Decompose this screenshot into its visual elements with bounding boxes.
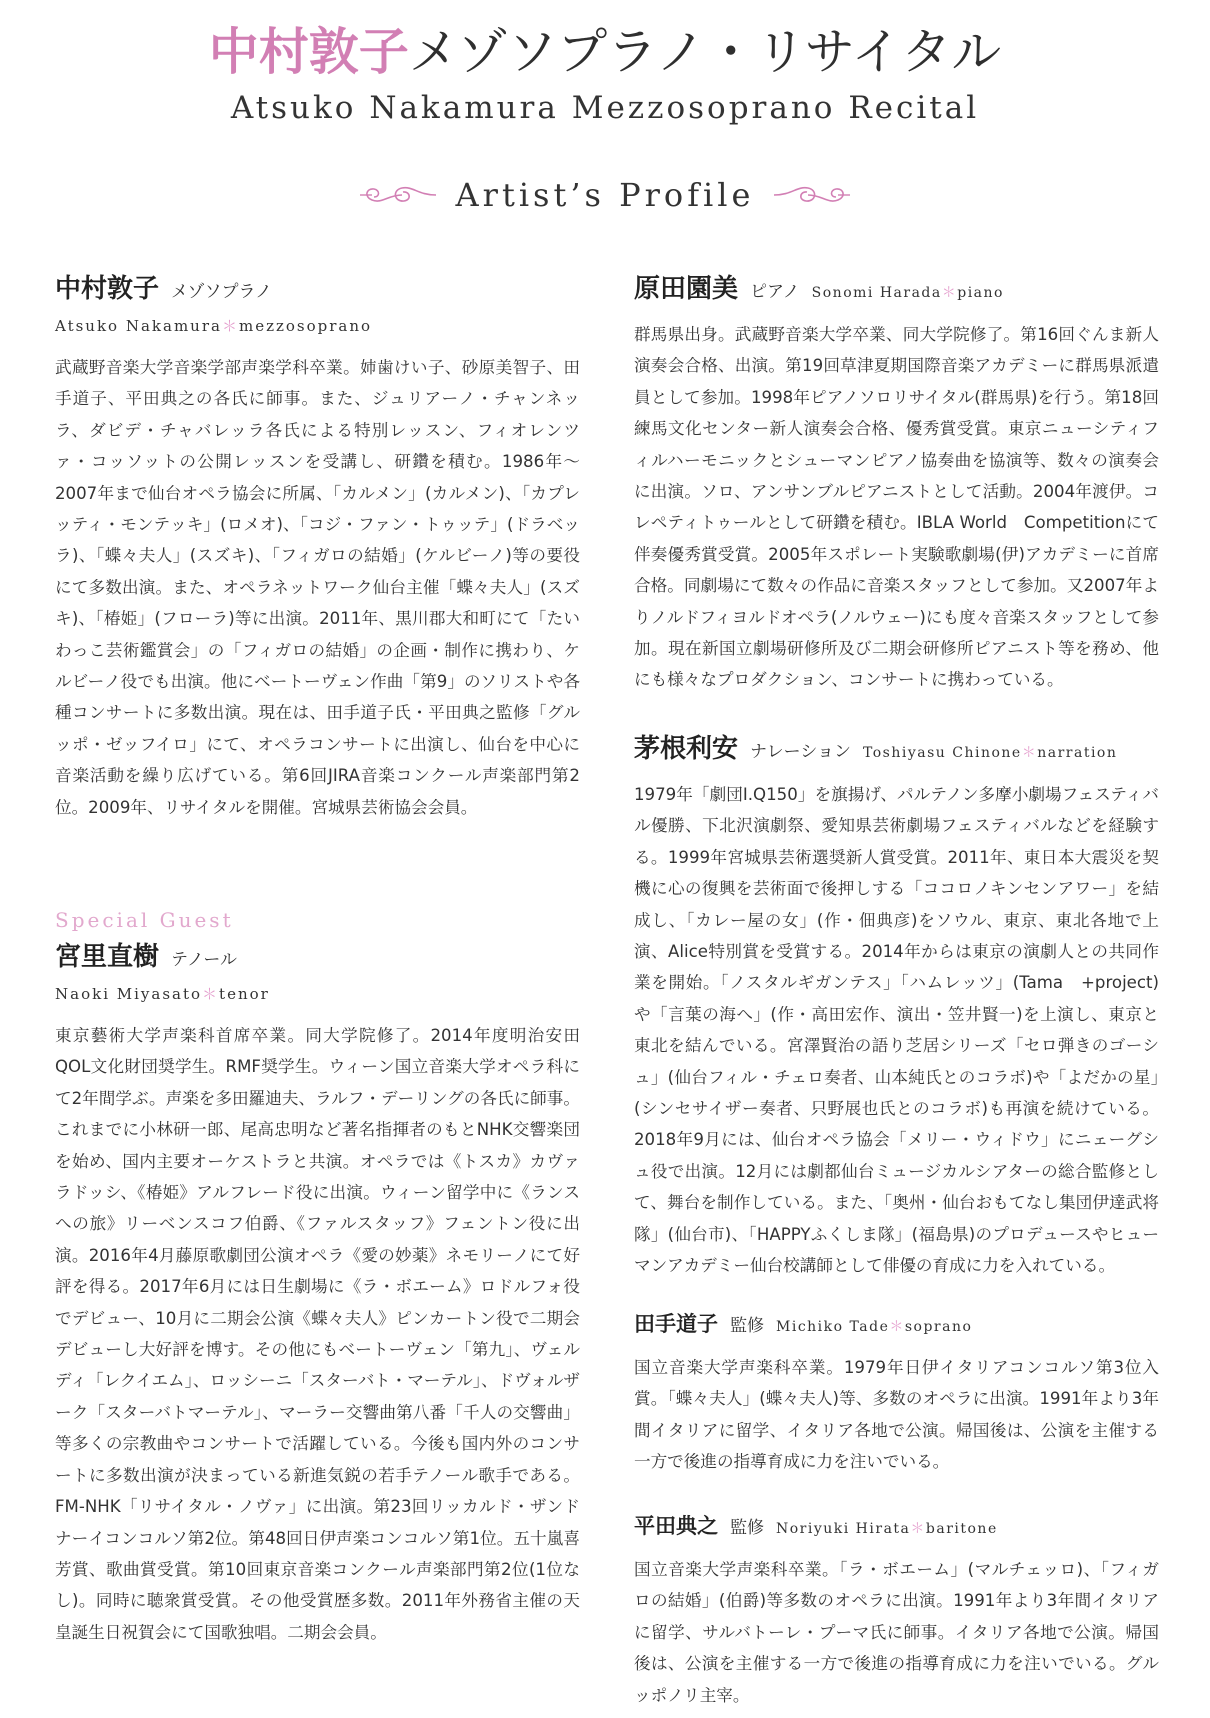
artist-name: 田手道子 <box>634 1312 718 1336</box>
section-label: Artist’s Profile <box>455 176 755 214</box>
profile-hirata <box>634 1510 1159 1711</box>
name-line <box>55 268 580 305</box>
page-subtitle: Atsuko Nakamura Mezzosoprano Recital <box>230 90 980 126</box>
artist-role: メゾソプラノ <box>171 282 272 302</box>
roman-name: Sonomi Harada <box>811 285 942 301</box>
star-icon: ＊ <box>889 1319 905 1335</box>
name-line <box>634 1510 1159 1540</box>
roman-name: Toshiyasu Chinone <box>863 745 1022 761</box>
star-icon: ＊ <box>941 285 958 301</box>
artist-name: 中村敦子 <box>55 274 160 304</box>
artist-bio: 国立音楽大学声楽科卒業。1979年日伊イタリアコンコルソ第3位入賞。「蝶々夫人」(蝶々夫人)等、多数のオペラに出演。1991年より3年間イタリアに留学、イタリア各地で公演。帰国後は、公演を主催する一方で後進の指導育成に力を注いでいる。 <box>634 1358 1159 1472</box>
profile-miyasato <box>55 908 580 1648</box>
name-line <box>634 268 1159 305</box>
star-icon: ＊ <box>221 317 239 335</box>
roman-role: mezzosoprano <box>238 317 373 335</box>
artist-role: ナレーション <box>750 742 851 762</box>
section-heading <box>0 172 1210 218</box>
name-line <box>634 1308 1159 1338</box>
artist-role: ピアノ <box>750 282 800 302</box>
artist-bio: 1979年「劇団I.Q150」を旗揚げ、パルテノン多摩小劇場フェスティバル優勝、下北沢演劇祭、愛知県芸術劇場フェスティバルなどを経験する。1999年宮城県芸術選奨新人賞受賞。2011年、東日本大震災を契機に心の復興を芸術面で後押しする「ココロノキンセンアワー」を結成し、「カレー屋の女」(作・佃典彦)をソウル、東京、東北各地で上演、Alice特別賞を受賞する。2014年からは東京の演劇人との共同作業を開始。「ノスタルギガンテス」「ハムレッツ」(Tama +project)や「言葉の海へ」(作・高田宏作、演出・笠井賢一)を上演し、東京と東北を結んでいる。宮澤賢治の語り芝居シリーズ「セロ弾きのゴーシュ」(仙台フィル・チェロ奏者、山本純氏とのコラボ)や「よだかの星」(シンセサイザー奏者、只野展也氏とのコラボ)も再演を続けている。2018年9月には、仙台オペラ協会「メリー・ウィドウ」にニェーグシュ役で出演。12月には劇都仙台ミュージカルシアターの総合監修として、舞台を制作している。また、「奥州・仙台おもてなし集団伊達武将隊」(仙台市)、「HAPPYふくしま隊」(福島県)のプロデュースやヒューマンアカデミー仙台校講師として俳優の育成に力を入れている。 <box>634 785 1159 1276</box>
page-title <box>0 22 1210 82</box>
artist-roman <box>55 983 580 1004</box>
artist-name: 宮里直樹 <box>55 942 160 972</box>
roman-role: narration <box>1037 745 1118 761</box>
profile-nakamura <box>55 268 580 823</box>
roman-name: Naoki Miyasato <box>55 985 203 1003</box>
roman-role: piano <box>957 285 1004 301</box>
roman-name: Atsuko Nakamura <box>55 317 222 335</box>
star-icon: ＊ <box>1021 745 1038 761</box>
name-line <box>634 728 1159 765</box>
profile-harada <box>634 268 1159 696</box>
artist-roman <box>55 315 580 336</box>
title-performer-name: 中村敦子 <box>208 23 409 81</box>
artist-bio: 東京藝術大学声楽科首席卒業。同大学院修了。2014年度明治安田QOL文化財団奨学生。RMF奨学生。ウィーン国立音楽大学オペラ科にて2年間学ぶ。声楽を多田羅迪夫、ラルフ・デーリングの各氏に師事。これまでに小林研一郎、尾高忠明など著名指揮者のもとNHK交響楽団を始め、国内主要オーケストラと共演。オペラでは《トスカ》カヴァラドッシ、《椿姫》アルフレード役に出演。ウィーン留学中に《ランスへの旅》リーベンスコフ伯爵、《ファルスタッフ》フェントン役に出演。2016年4月藤原歌劇団公演オペラ《愛の妙薬》ネモリーノにて好評を得る。2017年6月には日生劇場に《ラ・ボエーム》ロドルフォ役でデビュー、10月に二期会公演《蝶々夫人》ピンカートン役で二期会デビューし大好評を博す。その他にもベートーヴェン「第九」、ヴェルディ「レクイエム」、ロッシーニ「スターバト・マーテル」、ドヴォルザーク「スターバトマーテル」、マーラー交響曲第八番「千人の交響曲」等多くの宗教曲やコンサートで活躍している。今後も国内外のコンサートに多数出演が決まっている新進気鋭の若手テノール歌手である。FM-NHK「リサイタル・ノヴァ」に出演。第23回リッカルド・ザンドナーイコンコルソ第2位。第48回日伊声楽コンコルソ第1位。五十嵐喜芳賞、歌曲賞受賞。第10回東京音楽コンクール声楽部門第2位(1位なし)。同時に聴衆賞受賞。その他受賞歴多数。2011年外務省主催の天皇誕生日祝賀会にて国歌独唱。二期会会員。 <box>55 1026 580 1642</box>
artist-role: テノール <box>171 950 237 970</box>
artist-bio: 武蔵野音楽大学音楽学部声楽学科卒業。姉歯けい子、砂原美智子、田手道子、平田典之の各氏に師事。また、ジュリアーノ・チャンネッラ、ダビデ・チャバレッラ各氏による特別レッスン、フィオレンツァ・コッソットの公開レッスンを受講し、研鑽を積む。1986年〜2007年まで仙台オペラ協会に所属、「カルメン」(カルメン)、「カプレッティ・モンテッキ」(ロメオ)、「コジ・ファン・トゥッテ」(ドラベッラ)、「蝶々夫人」(スズキ)、「フィガロの結婚」(ケルビーノ)等の要役にて多数出演。また、オペラネットワーク仙台主催「蝶々夫人」(スズキ)、「椿姫」(フローラ)等に出演。2011年、黒川郡大和町にて「たいわっこ芸術鑑賞会」の「フィガロの結婚」の企画・制作に携わり、ケルビーノ役でも出演。他にベートーヴェン作曲「第9」のソリストや各種コンサートに多数出演。現在は、田手道子氏・平田典之監修「グルッポ・ゼッフイロ」にて、オペラコンサートに出演し、仙台を中心に音楽活動を繰り広げている。第6回JIRA音楽コンクール声楽部門第2位。2009年、リサイタルを開催。宮城県芸術協会会員。 <box>55 358 580 817</box>
artist-name: 茅根利安 <box>634 734 739 764</box>
name-line <box>55 936 580 973</box>
right-ornament-icon <box>772 180 852 210</box>
artist-roman <box>863 742 1117 762</box>
roman-name: Michiko Tade <box>776 1319 890 1335</box>
title-recital: メゾソプラノ・リサイタル <box>408 23 1002 81</box>
profile-chinone <box>634 728 1159 1282</box>
special-guest-label: Special Guest <box>55 908 234 932</box>
artist-roman <box>812 282 1004 302</box>
artist-name: 平田典之 <box>634 1514 718 1538</box>
star-icon: ＊ <box>202 985 220 1003</box>
roman-role: soprano <box>904 1319 973 1335</box>
roman-name: Noriyuki Hirata <box>776 1521 911 1537</box>
profile-tade <box>634 1308 1159 1478</box>
roman-role: baritone <box>925 1521 998 1537</box>
artist-role: 監修 <box>730 1316 764 1336</box>
left-ornament-icon <box>358 180 438 210</box>
artist-roman <box>776 1518 998 1538</box>
artist-role: 監修 <box>730 1518 764 1538</box>
roman-role: tenor <box>219 985 270 1003</box>
artist-bio: 群馬県出身。武蔵野音楽大学卒業、同大学院修了。第16回ぐんま新人演奏会合格、出演。第19回草津夏期国際音楽アカデミーに群馬県派遣員として参加。1998年ピアノソロリサイタル(群馬県)を行う。第18回練馬文化センター新人演奏会合格、優秀賞受賞。東京ニューシティフィルハーモニックとシューマンピアノ協奏曲を協演等、数々の演奏会に出演。ソロ、アンサンブルピアニストとして活動。2004年渡伊。コレペティトゥールとして研鑽を積む。IBLA World Competitionにて伴奏優秀賞受賞。2005年スポレート実験歌劇場(伊)アカデミーに首席合格。同劇場にて数々の作品に音楽スタッフとして参加。又2007年よりノルドフィヨルドオペラ(ノルウェー)にも度々音楽スタッフとして参加。現在新国立劇場研修所及び二期会研修所ピアニスト等を務め、他にも様々なプロダクション、コンサートに携わっている。 <box>634 325 1159 690</box>
artist-roman <box>776 1316 972 1336</box>
artist-bio: 国立音楽大学声楽科卒業。「ラ・ボエーム」(マルチェッロ)、「フィガロの結婚」(伯爵)等多数のオペラに出演。1991年より3年間イタリアに留学、サルバトーレ・プーマ氏に師事。イタリア各地で公演。帰国後は、公演を主催する一方で後進の指導育成に力を注いでいる。グルッポノリ主宰。 <box>634 1560 1159 1705</box>
artist-name: 原田園美 <box>634 274 739 304</box>
star-icon: ＊ <box>910 1521 926 1537</box>
